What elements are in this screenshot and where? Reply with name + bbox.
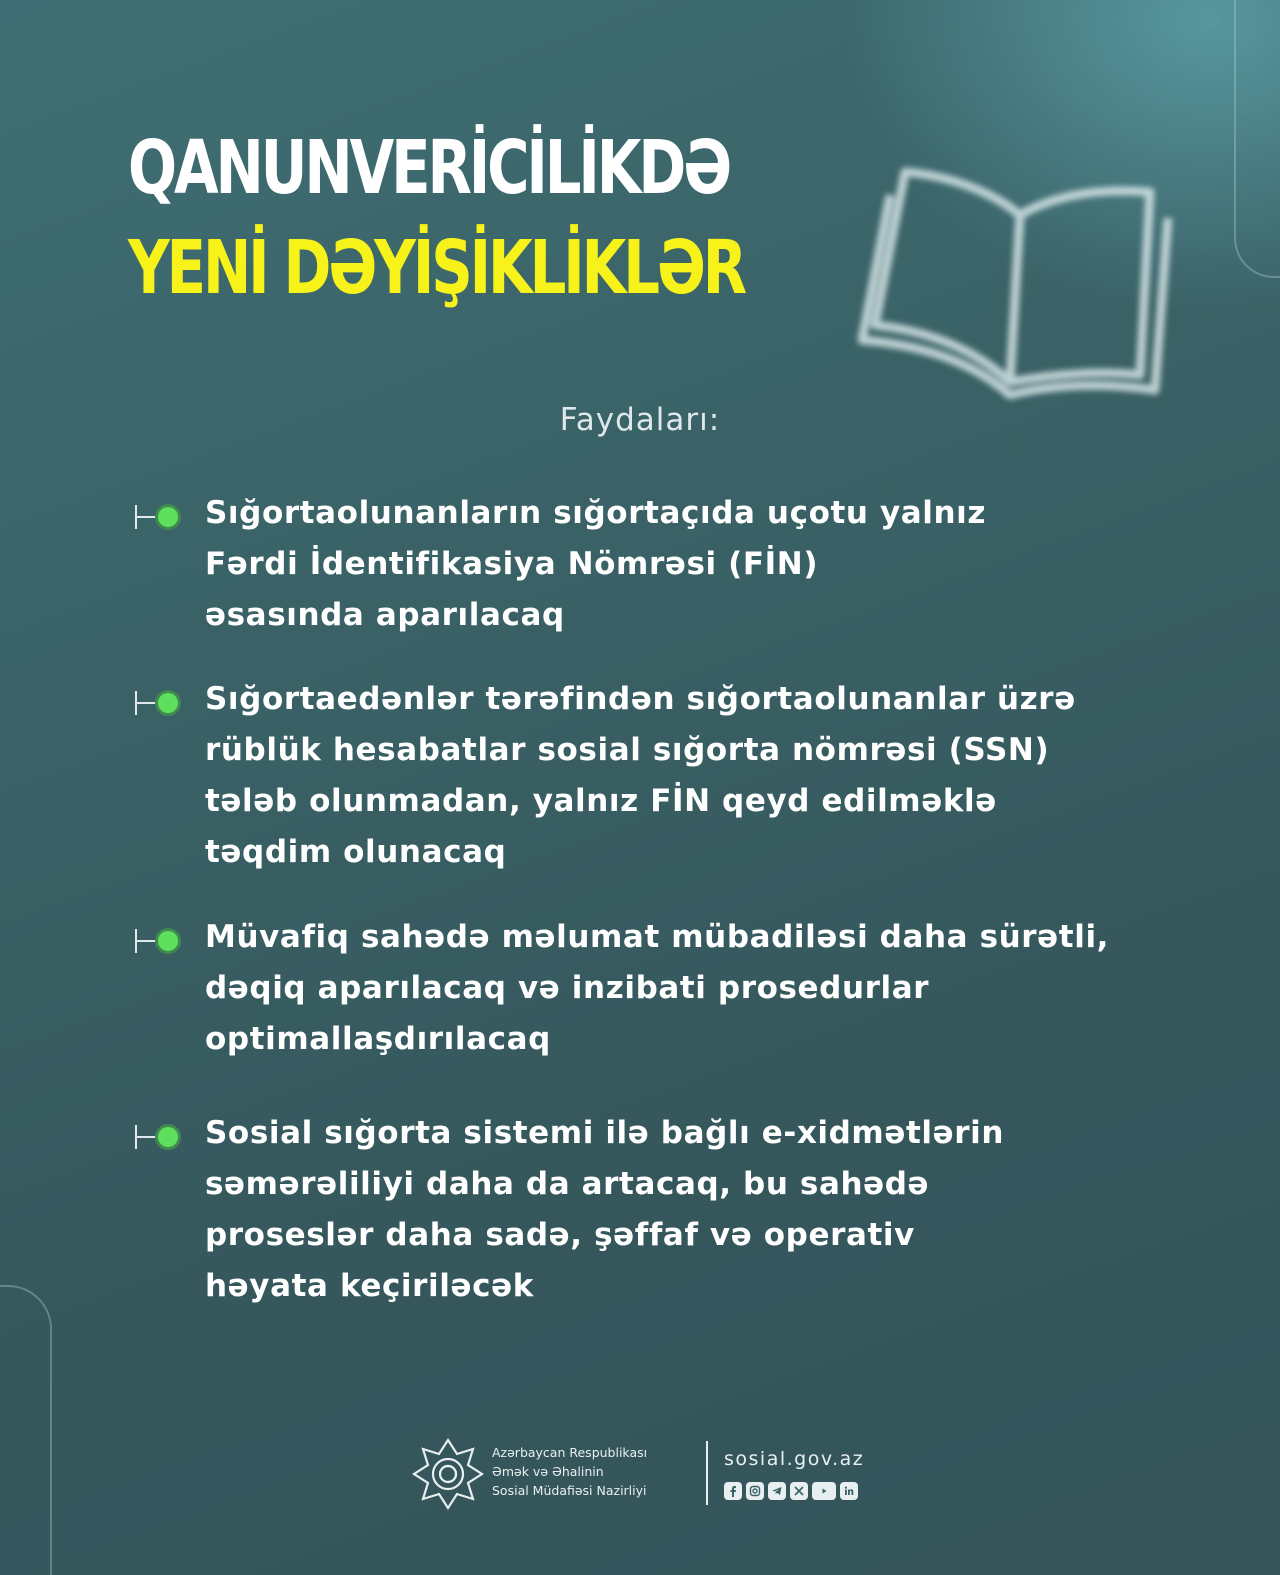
list-item-line: tələb olunmadan, yalnız FİN qeyd edilməklə (205, 783, 997, 819)
x-icon[interactable] (790, 1482, 808, 1500)
list-item-line: əsasında aparılacaq (205, 597, 565, 633)
decorative-corner-line (0, 1285, 52, 1575)
social-links (724, 1482, 858, 1500)
ministry-name-line: Sosial Müdafiəsi Nazirliyi (492, 1483, 647, 1498)
linkedin-icon[interactable] (840, 1482, 858, 1500)
list-item-line: Sosial sığorta sistemi ilə bağlı e-xidmətlərin (205, 1115, 1005, 1151)
list-item-line: Sığortaedənlər tərəfindən sığortaolunanlar üzrə (205, 681, 1076, 717)
green-bullet-icon (130, 688, 186, 718)
headline-line-2: YENİ DƏYİŞİKLİKLƏR (128, 225, 745, 311)
headline-line-1: QANUNVERİCİLİKDƏ (128, 125, 730, 211)
headline (128, 118, 744, 318)
list-item-line: səmərəliliyi daha da artacaq, bu sahədə (205, 1166, 930, 1202)
ministry-name (492, 1443, 647, 1500)
list-item-line: rüblük hesabatlar sosial sığorta nömrəsi (SSN) (205, 732, 1050, 768)
decorative-corner-line (1234, 0, 1280, 278)
footer (410, 1436, 880, 1526)
list-item-line: optimallaşdırılacaq (205, 1021, 551, 1057)
open-book-icon (850, 120, 1190, 420)
telegram-icon[interactable] (768, 1482, 786, 1500)
instagram-icon[interactable] (746, 1482, 764, 1500)
list-item-line: təqdim olunacaq (205, 834, 507, 870)
website-link[interactable]: sosial.gov.az (724, 1448, 865, 1470)
green-bullet-icon (130, 502, 186, 532)
ministry-emblem-icon (410, 1436, 486, 1512)
list-item-line: Müvafiq sahədə məlumat mübadiləsi daha sürətli, (205, 919, 1110, 955)
footer-divider (706, 1441, 708, 1505)
list-item-line: həyata keçiriləcək (205, 1268, 534, 1304)
list-item-line: dəqiq aparılacaq və inzibati prosedurlar (205, 970, 930, 1006)
facebook-icon[interactable] (724, 1482, 742, 1500)
benefits-heading: Faydaları: (559, 402, 721, 438)
youtube-icon[interactable] (812, 1482, 836, 1500)
ministry-name-line: Əmək və Əhalinin (492, 1464, 604, 1479)
list-item-line: Fərdi İdentifikasiya Nömrəsi (FİN) (205, 546, 819, 582)
green-bullet-icon (130, 1122, 186, 1152)
green-bullet-icon (130, 926, 186, 956)
list-item-line: proseslər daha sadə, şəffaf və operativ (205, 1217, 915, 1253)
ministry-name-line: Azərbaycan Respublikası (492, 1445, 648, 1460)
list-item-line: Sığortaolunanların sığortaçıda uçotu yalnız (205, 495, 987, 531)
